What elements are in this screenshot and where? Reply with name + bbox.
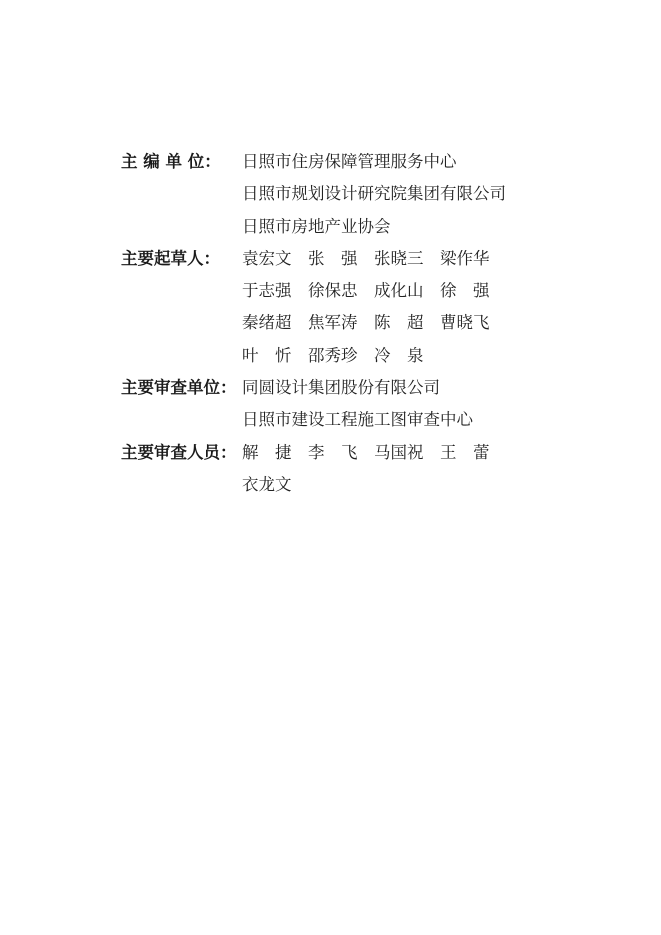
main-drafters-value: 叶 忻 邵秀珍 冷 泉 — [242, 345, 424, 365]
list-row — [121, 408, 541, 440]
main-reviewers-label: 主要审查人员： — [121, 442, 237, 462]
list-row — [121, 150, 541, 182]
main-review-unit-value: 日照市建设工程施工图审查中心 — [242, 410, 473, 430]
main-reviewers-value: 衣龙文 — [242, 474, 292, 494]
chief-editor-unit-value: 日照市规划设计研究院集团有限公司 — [242, 184, 506, 204]
main-drafters-label: 主要起草人： — [121, 248, 220, 268]
list-row — [121, 344, 541, 376]
main-reviewers-value: 解 捷 李 飞 马国祝 王 蕾 — [242, 442, 490, 462]
list-row — [121, 441, 541, 473]
main-drafters-value: 袁宏文 张 强 张晓三 梁作华 — [242, 248, 490, 268]
list-row — [121, 247, 541, 279]
chief-editor-unit-label: 主 编 单 位： — [121, 152, 221, 171]
main-review-unit-value: 同圆设计集团股份有限公司 — [242, 378, 440, 398]
list-row — [121, 473, 541, 505]
list-row — [121, 215, 541, 247]
list-row — [121, 279, 541, 311]
main-drafters-value: 于志强 徐保忠 成化山 徐 强 — [242, 281, 490, 301]
contributors-list — [121, 150, 541, 505]
main-review-unit-label: 主要审查单位： — [121, 378, 237, 398]
list-row — [121, 182, 541, 214]
main-drafters-value: 秦绪超 焦军涛 陈 超 曹晓飞 — [242, 313, 490, 333]
list-row — [121, 376, 541, 408]
chief-editor-unit-value: 日照市房地产业协会 — [242, 216, 391, 236]
chief-editor-unit-value: 日照市住房保障管理服务中心 — [242, 152, 457, 171]
list-row — [121, 311, 541, 343]
